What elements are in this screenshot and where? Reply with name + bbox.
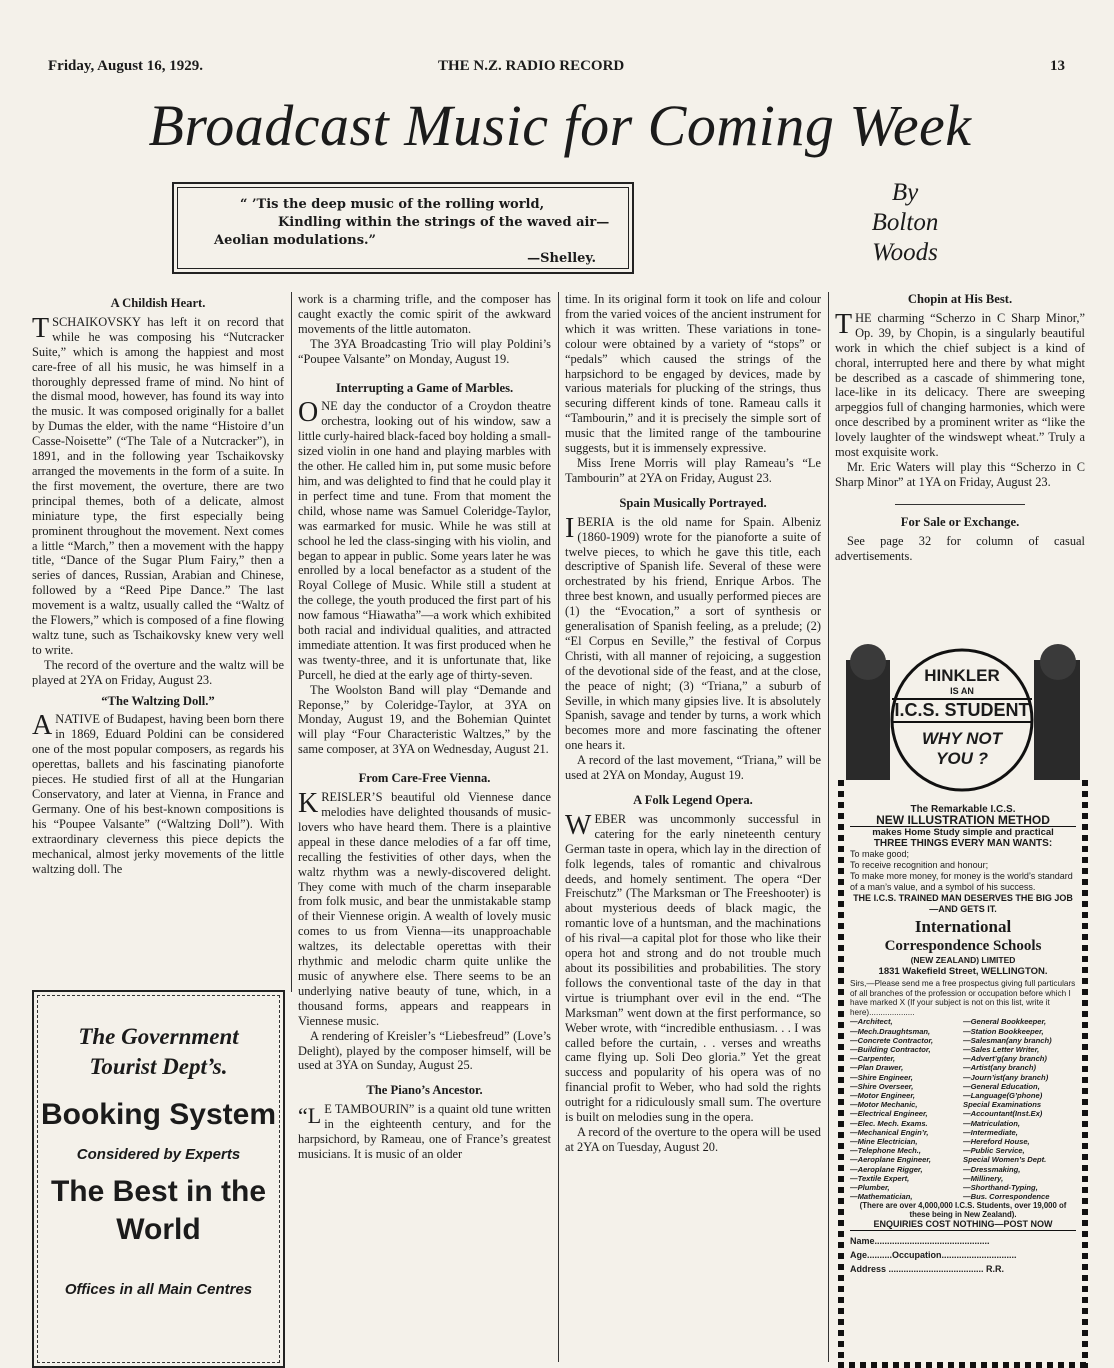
ad-text: International	[914, 917, 1012, 936]
course-option[interactable]: —General Bookkeeper,	[963, 1017, 1047, 1027]
ad-text: To receive recognition and honour;	[850, 860, 989, 870]
byline	[850, 178, 960, 268]
quote-line-3: Aeolian modulations.”	[214, 233, 377, 248]
section-heading: For Sale or Exchange.	[900, 514, 1020, 529]
article-paragraph: The Woolston Band will play “Demande and Reponse,” by Coleridge-Taylor, at 3YA on Monday, August 19, and the Bohemian Quintet will play “Four Characteristic Waltzes,” by the same composer, at 3YA on Wednesday, August 21.	[298, 682, 551, 757]
course-option[interactable]: —Journ’ist(any branch)	[963, 1072, 1049, 1082]
course-option[interactable]: —Advert’g(any branch)	[963, 1054, 1047, 1064]
course-list-right	[963, 1017, 1076, 1201]
quote-box	[172, 182, 634, 274]
course-option[interactable]: —Bus. Correspondence	[963, 1192, 1050, 1202]
course-option[interactable]: —Dressmaking,	[963, 1164, 1021, 1174]
article-column-3	[565, 292, 821, 1155]
course-option[interactable]: —Artist(any branch)	[963, 1063, 1036, 1073]
section-heading: A Folk Legend Opera.	[633, 793, 753, 807]
section-heading: A Childish Heart.	[110, 296, 206, 310]
course-option[interactable]: —Electrical Engineer,	[850, 1109, 928, 1119]
article-paragraph: A NATIVE of Budapest, having been born there in 1869, Eduard Poldini can be considered one of the most popular composers, as regards his operettas, ballets and his fascinating pianoforte pieces. He studied first of all at the Hungarian Conservatory, and later at Vienna, in France and Germany. One of his best-known compositions is his “Poupee Valsante” (“Waltzing Doll”). With extraordinary cleverness this piece depicts the mechanical, almost jerky movements of the little waltzing doll. The	[32, 710, 284, 876]
dotted-border-bottom	[838, 1362, 1088, 1368]
ad-text: (There are over 4,000,000 I.C.S. Students, over 19,000 of these being in New Zealand).	[859, 1201, 1067, 1220]
badge-line-1: HINKLER	[924, 666, 1000, 685]
newspaper-name: THE N.Z. RADIO RECORD	[438, 58, 625, 74]
course-option[interactable]: —Motor Mechanic,	[850, 1100, 918, 1110]
ad-text: makes Home Study simple and practical	[872, 827, 1054, 838]
badge-line-3: I.C.S. STUDENT	[892, 698, 1032, 723]
section-heading: “The Waltzing Doll.”	[101, 693, 215, 708]
course-option[interactable]: —Telephone Mech.,	[850, 1146, 922, 1156]
course-option[interactable]: —Concrete Contractor,	[850, 1035, 934, 1045]
illustration-head-left	[850, 644, 886, 680]
course-option: Special Women’s Dept.	[963, 1155, 1047, 1165]
course-option[interactable]: —Public Service,	[963, 1146, 1025, 1156]
ad-text: ENQUIRIES COST NOTHING—POST NOW	[850, 1219, 1076, 1231]
course-option[interactable]: —Plumber,	[850, 1183, 890, 1193]
course-option[interactable]: —Matriculation,	[963, 1118, 1020, 1128]
column-rule	[828, 292, 829, 1362]
byline-name-last: Woods	[872, 239, 938, 266]
page-number: 13	[1050, 58, 1065, 74]
tourist-line-4: Considered by Experts	[76, 1146, 241, 1163]
ad-text: 1831 Wakefield Street, WELLINGTON.	[878, 966, 1048, 977]
course-option[interactable]: —Mathematician,	[850, 1192, 913, 1202]
ad-text: Correspondence Schools	[884, 938, 1042, 954]
article-paragraph: time. In its original form it took on life and colour from the varied voices of the ancient instrument for which it was written. These variations in tone-colour were obtained by a variety of “stops” or “pedals” which caused the strings of the harpsichord to be engaged by devices, made by various materials for plucking of the strings, thus securing different kinds of tone. Rameau calls it “Tambourin,” and it is precisely the simple sort of music that the limited range of the tambourine suggests, but it is immensely expressive.	[565, 292, 821, 456]
tourist-line-5: The Best in the	[50, 1175, 267, 1208]
tourist-line-7: Offices in all Main Centres	[64, 1281, 253, 1298]
article-paragraph: The record of the overture and the waltz will be played at 2YA on Friday, August 23.	[32, 657, 284, 687]
ics-advert	[838, 640, 1088, 1368]
divider	[895, 504, 1025, 505]
course-option[interactable]: —Station Bookkeeper,	[963, 1026, 1044, 1036]
ad-text: Sirs,—Please send me a free prospectus giving full particulars of all branches of the profession or occupation before which I have marked X (If your subject is not on this list, write it here)....................	[850, 979, 1076, 1017]
ad-text: (NEW ZEALAND) LIMITED	[910, 955, 1016, 965]
badge-line-5: YOU ?	[936, 749, 988, 768]
section-heading: Chopin at His Best.	[907, 292, 1013, 306]
page-title: Broadcast Music for Coming Week	[148, 93, 972, 158]
article-paragraph: work is a charming trifle, and the composer has caught exactly the comic spirit of the awkward movements of the little automaton.	[298, 292, 551, 336]
course-option[interactable]: —General Education,	[963, 1081, 1040, 1091]
course-option: Special Examinations	[963, 1100, 1042, 1110]
section-heading: The Piano’s Ancestor.	[366, 1083, 483, 1098]
byline-name-first: Bolton	[871, 209, 939, 236]
course-option[interactable]: —Shire Engineer,	[850, 1072, 913, 1082]
badge-line-4: WHY NOT	[922, 729, 1002, 748]
course-option[interactable]: —Mechanical Engin’r,	[850, 1127, 929, 1137]
name-field[interactable]: Name..............................................	[850, 1236, 990, 1247]
article-column-1	[32, 296, 284, 876]
illustration-head-right	[1040, 644, 1076, 680]
course-option[interactable]: —Motor Engineer,	[850, 1091, 915, 1100]
course-option[interactable]: —Aeroplane Rigger,	[850, 1164, 923, 1174]
article-paragraph: THE charming “Scherzo in C Sharp Minor,” Op. 39, by Chopin, is a singularly beautiful work in which the chief subject is a kind of choral, interrupted here and there by what might be described as a cascade of shimmering tone, lace-like in its delicacy. There are sweeping arpeggios full of changing harmonies, which were once described by a prominent writer as “like the lovely laughter of the windswept wheat.” Truly a most exquisite work.	[835, 308, 1085, 460]
tourist-line-2: Tourist Dept’s.	[89, 1054, 228, 1079]
course-option[interactable]: —Plan Drawer,	[850, 1063, 904, 1073]
quote-line-2: Kindling within the strings of the waved air—	[278, 215, 610, 230]
course-option[interactable]: —Language(G’phone)	[963, 1091, 1043, 1100]
article-paragraph: A rendering of Kreisler’s “Liebesfreud” (Love’s Delight), played by the composer himself, will be used at 3YA on Sunday, August 25.	[298, 1028, 551, 1073]
article-paragraph: WEBER was uncommonly successful in catering for the early nineteenth century German taste in opera, which lay in the direction of folk legends, tales of romantic and chivalrous deeds, and homely sentiment. The opera “Der Freischutz” (The Marksman or The Freeshooter) is about mysterious deeds of black magic, the romantic love of a huntsman, and the machinations of his rival—a capital plot for those who like their opera hot and strong and do not trouble much about its possibilities and probabilities. The story follows the conventional taste of the day in that virtue is triumphant over evil in the end. “The Marksman” went down at the first performance, so Weber wrote, with “incredible enthusiasm. . . I was called before the curtain, . . verses and wreaths came flying up. Soli Deo gloria.” Yet the great success and popularity of his opera was of no financial profit to Weber, who had sold the rights outright for a ridiculously small sum. The overture is built on melodies sung in the opera.	[565, 809, 821, 1125]
article-paragraph: See page 32 for column of casual advertisements.	[835, 533, 1085, 563]
article-column-4	[835, 292, 1085, 564]
course-option[interactable]: —Aeroplane Engineer,	[850, 1155, 932, 1165]
ad-text: The Remarkable I.C.S.	[910, 804, 1016, 815]
article-paragraph: The 3YA Broadcasting Trio will play Poldini’s “Poupee Valsante” on Monday, August 19.	[298, 336, 551, 366]
ad-text: THE I.C.S. TRAINED MAN DESERVES THE BIG JOB—AND GETS IT.	[853, 893, 1073, 914]
course-option[interactable]: —Textile Expert,	[850, 1173, 910, 1183]
issue-date: Friday, August 16, 1929.	[48, 58, 204, 74]
section-heading: From Care-Free Vienna.	[358, 771, 491, 786]
article-paragraph: “L E TAMBOURIN” is a quaint old tune written in the eighteenth century, and for the harpsichord, by Rameau, one of France’s greatest musicians. It is music of an older	[298, 1102, 551, 1161]
section-heading: Spain Musically Portrayed.	[619, 495, 767, 510]
column-rule	[291, 292, 292, 992]
course-option[interactable]: —Hereford House,	[963, 1137, 1030, 1147]
article-paragraph: IBERIA is the old name for Spain. Albeniz (1860-1909) wrote for the pianoforte a suite of twelve pieces, to which he gave this title, each descriptive of Spanish life. Several of these were orchestrated by his friend, Enrique Arbos. The three best known, and usually performed pieces are (1) the “Evocation,” a sort of synthesis or generalisation of Spanish feeling, as a prelude; (2) “El Corpus en Seville,” the festival of Corpus Christi, with all manner of rejoicing, a suggestion of the devotional side of the feast, and at the close, the peace of night; (3) “Triana,” a suburb of Seville, in which many gipsies live. It is absolutely Spanish, savage and tender by turns, a work which becomes more and more fascinating the oftener one hears it.	[565, 512, 821, 753]
course-option[interactable]: —Sales Letter Writer,	[963, 1044, 1040, 1054]
course-option[interactable]: —Carpenter,	[850, 1054, 896, 1064]
ad-text: To make good;	[850, 849, 910, 859]
age-occupation-field[interactable]: Age..........Occupation..............................	[850, 1250, 1017, 1261]
badge-line-2: IS AN	[950, 686, 974, 696]
ad-body	[850, 804, 1076, 1276]
tourist-line-6: World	[116, 1213, 201, 1246]
ad-text: THREE THINGS EVERY MAN WANTS:	[873, 838, 1053, 849]
article-paragraph: ONE day the conductor of a Croydon theatre orchestra, looking out of his window, saw a little curly-haired black-faced boy holding a small-sized violin in one hand and playing marbles with the other. He called him in, put some music before him, and was delighted to find that he could play it in perfect time and tune. From that moment the child, whose name was Samuel Coleridge-Taylor, was earmarked for music. While he was still at school he led the class-singing with his violin, and began to appear in public. Some years later he was enrolled by a local benefactor as a student of the Royal College of Music. While still a student at the college, the youth produced the first part of his now famous “Hiawatha”—a work which exhibited both racial and individual qualities, and attracted immediate attention. It was first produced when he was twenty-three, and it is unfortunate that, like Purcell, he died at the early age of thirty-seven.	[298, 397, 551, 682]
article-paragraph: Mr. Eric Waters will play this “Scherzo in C Sharp Minor” at 1YA on Friday, August 23.	[835, 459, 1085, 489]
course-option[interactable]: —Mine Electrician,	[850, 1137, 918, 1147]
course-option[interactable]: —Shorthand-Typing,	[963, 1183, 1038, 1193]
column-rule	[558, 292, 559, 1362]
tourist-dept-advert	[32, 990, 285, 1368]
ad-text: To make more money, for money is the world’s standard of a man’s value, and a symbol of his success.	[850, 871, 1073, 892]
tourist-line-3: Booking System	[40, 1098, 277, 1131]
course-option[interactable]: —Salesman(any branch)	[963, 1035, 1052, 1045]
course-option[interactable]: —Millinery,	[963, 1173, 1004, 1183]
article-paragraph: A record of the last movement, “Triana,” will be used at 2YA on Monday, August 19.	[565, 753, 821, 783]
article-paragraph: Miss Irene Morris will play Rameau’s “Le Tambourin” at 2YA on Friday, August 23.	[565, 455, 821, 485]
course-option[interactable]: —Intermediate,	[963, 1127, 1018, 1137]
address-field[interactable]: Address ...................................... R.R.	[850, 1264, 1005, 1275]
quote-line-1: “ ’Tis the deep music of the rolling world,	[240, 197, 545, 212]
badge	[892, 666, 1032, 769]
course-option[interactable]: —Accountant(Inst.Ex)	[963, 1109, 1043, 1119]
byline-by: By	[891, 179, 919, 206]
course-option[interactable]: —Mech.Draughtsman,	[850, 1026, 931, 1036]
course-option[interactable]: —Shire Overseer,	[850, 1081, 914, 1091]
tourist-line-1: The Government	[78, 1024, 239, 1049]
course-option[interactable]: —Building Contractor,	[850, 1044, 931, 1054]
ad-text: NEW ILLUSTRATION METHOD	[850, 815, 1076, 827]
article-paragraph: A record of the overture to the opera will be used at 2YA on Tuesday, August 20.	[565, 1124, 821, 1154]
course-list-left	[850, 1017, 963, 1201]
article-paragraph: TSCHAIKOVSKY has left it on record that while he was composing his “Nutcracker Suite,” which is among the happiest and most care-free of all his music, he was himself in a thoroughly depressed frame of mind. No hint of the dismal mood, however, has found its way into the music. It was composed originally for a ballet by Dumas the elder, with the name “Histoire d’un Casse-Noisette” (“The Tale of a Nutcracker”), in 1891, and in the following year Tschaikovsky arranged the movements in the form of a suite. In the first movement, the overture, there are two principal themes, both of a delicate, almost miniature type, the first especially being prominent throughout the movement. Next comes a little “March,” then a movement with the happy title, “Dance of the Sugar Plum Fairy,” then a series of dances, Russian, Arabian and Chinese, followed by a “Reed Pipe Dance.” The last movement is a waltz, usually called the “Waltz of the Flowers,” which is composed of a fine flowing waltz tune, such as Tschaikovsky knew very well to write.	[32, 312, 284, 657]
article-column-2	[298, 292, 551, 1162]
section-heading: Interrupting a Game of Marbles.	[335, 380, 514, 395]
course-option[interactable]: —Elec. Mech. Exams.	[850, 1118, 928, 1128]
quote-author: —Shelley.	[527, 251, 596, 266]
dotted-border-left	[838, 780, 844, 1368]
course-option[interactable]: —Architect,	[850, 1017, 893, 1027]
article-paragraph: KREISLER’S beautiful old Viennese dance melodies have delighted thousands of music-lovers who have heard them. There is a plaintive appeal in these dance melodies of a far off time, recalling the festivities of other days, when the waltz rhythm was a newly-discovered delight. They come with much of the charm inseparable from folk music, and bear the unmistakable stamp of their Viennese origin. A wealth of lovely music comes to us from Vienna—its unapproachable waltzes, its delectable operettas with their rhythmic and melodic charm quite unlike the music of anywhere else. There seems to be an underlying native beauty of tune, which, in a thousand forms, appears and reappears in Viennese music.	[298, 788, 551, 1028]
course-list	[850, 1017, 1076, 1201]
dotted-border-right	[1082, 780, 1088, 1368]
